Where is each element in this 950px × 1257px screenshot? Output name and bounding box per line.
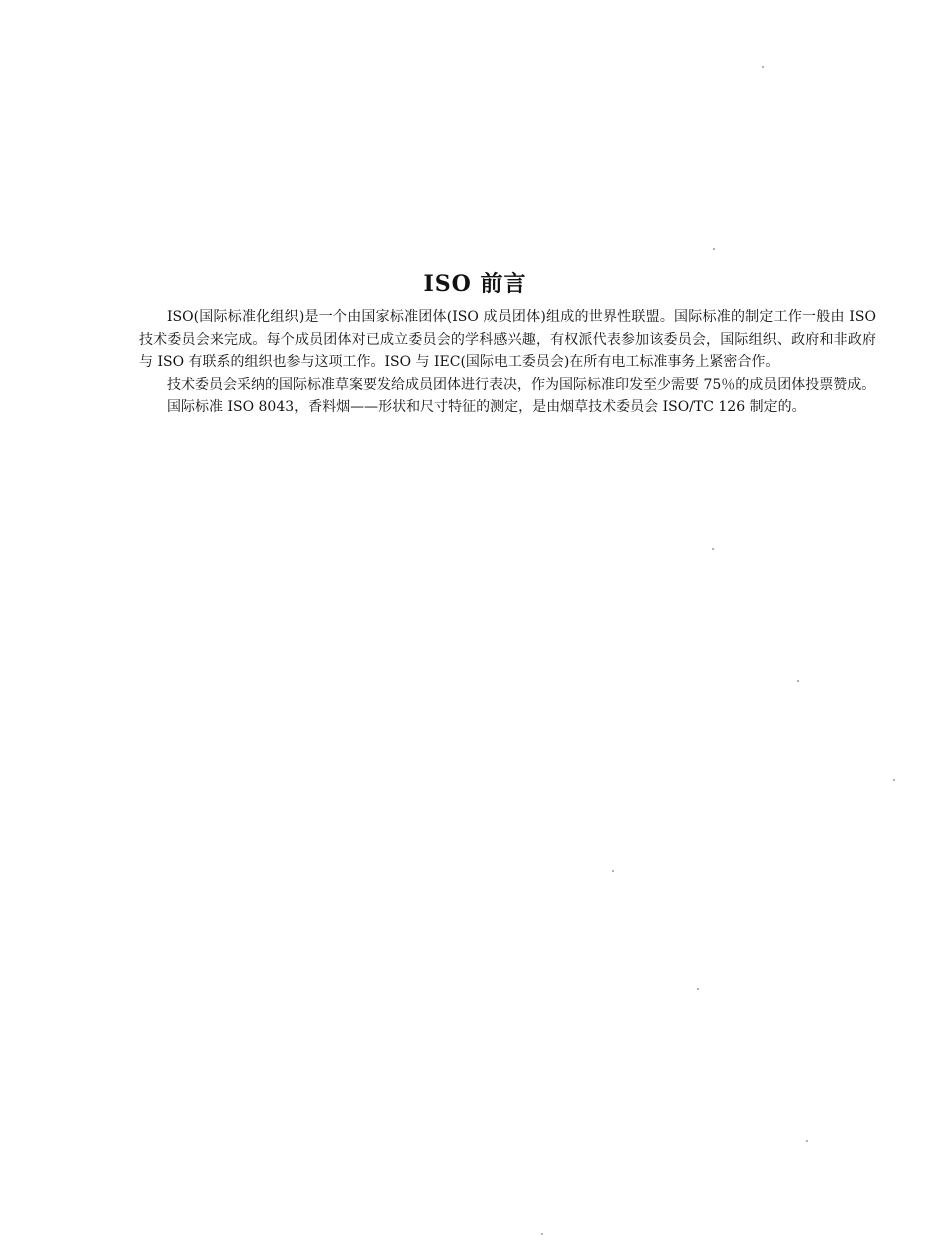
scan-speck [541,1233,543,1235]
scan-speck [893,779,895,781]
preface-paragraph-2: 技术委员会采纳的国际标准草案要发给成员团体进行表决，作为国际标准印发至少需要 75％的成员团体投票赞成。 [167,376,876,393]
scan-speck [712,548,714,550]
preface-body [139,306,876,419]
preface-paragraph-1: ISO(国际标准化组织)是一个由国家标准团体(ISO 成员团体)组成的世界性联盟。国际标准的制定工作一般由 ISO 技术委员会来完成。每个成员团体对已成立委员会的学科感兴趣，有权派代表参加该委员会，国际组织、政府和非政府与 ISO 有联系的组织也参与这项工作。ISO 与 IEC(国际电工委员会)在所有电工标准事务上紧密合作。 [139,309,876,370]
scan-speck [612,870,614,872]
scan-speck [713,248,715,250]
preface-paragraph-3: 国际标准 ISO 8043，香料烟——形状和尺寸特征的测定，是由烟草技术委员会 ISO/TC 126 制定的。 [167,399,806,415]
scan-speck [797,680,799,682]
scan-speck [762,66,764,68]
scan-speck [697,988,699,990]
scan-speck [806,1140,808,1142]
page-title: ISO 前言 [423,270,527,297]
